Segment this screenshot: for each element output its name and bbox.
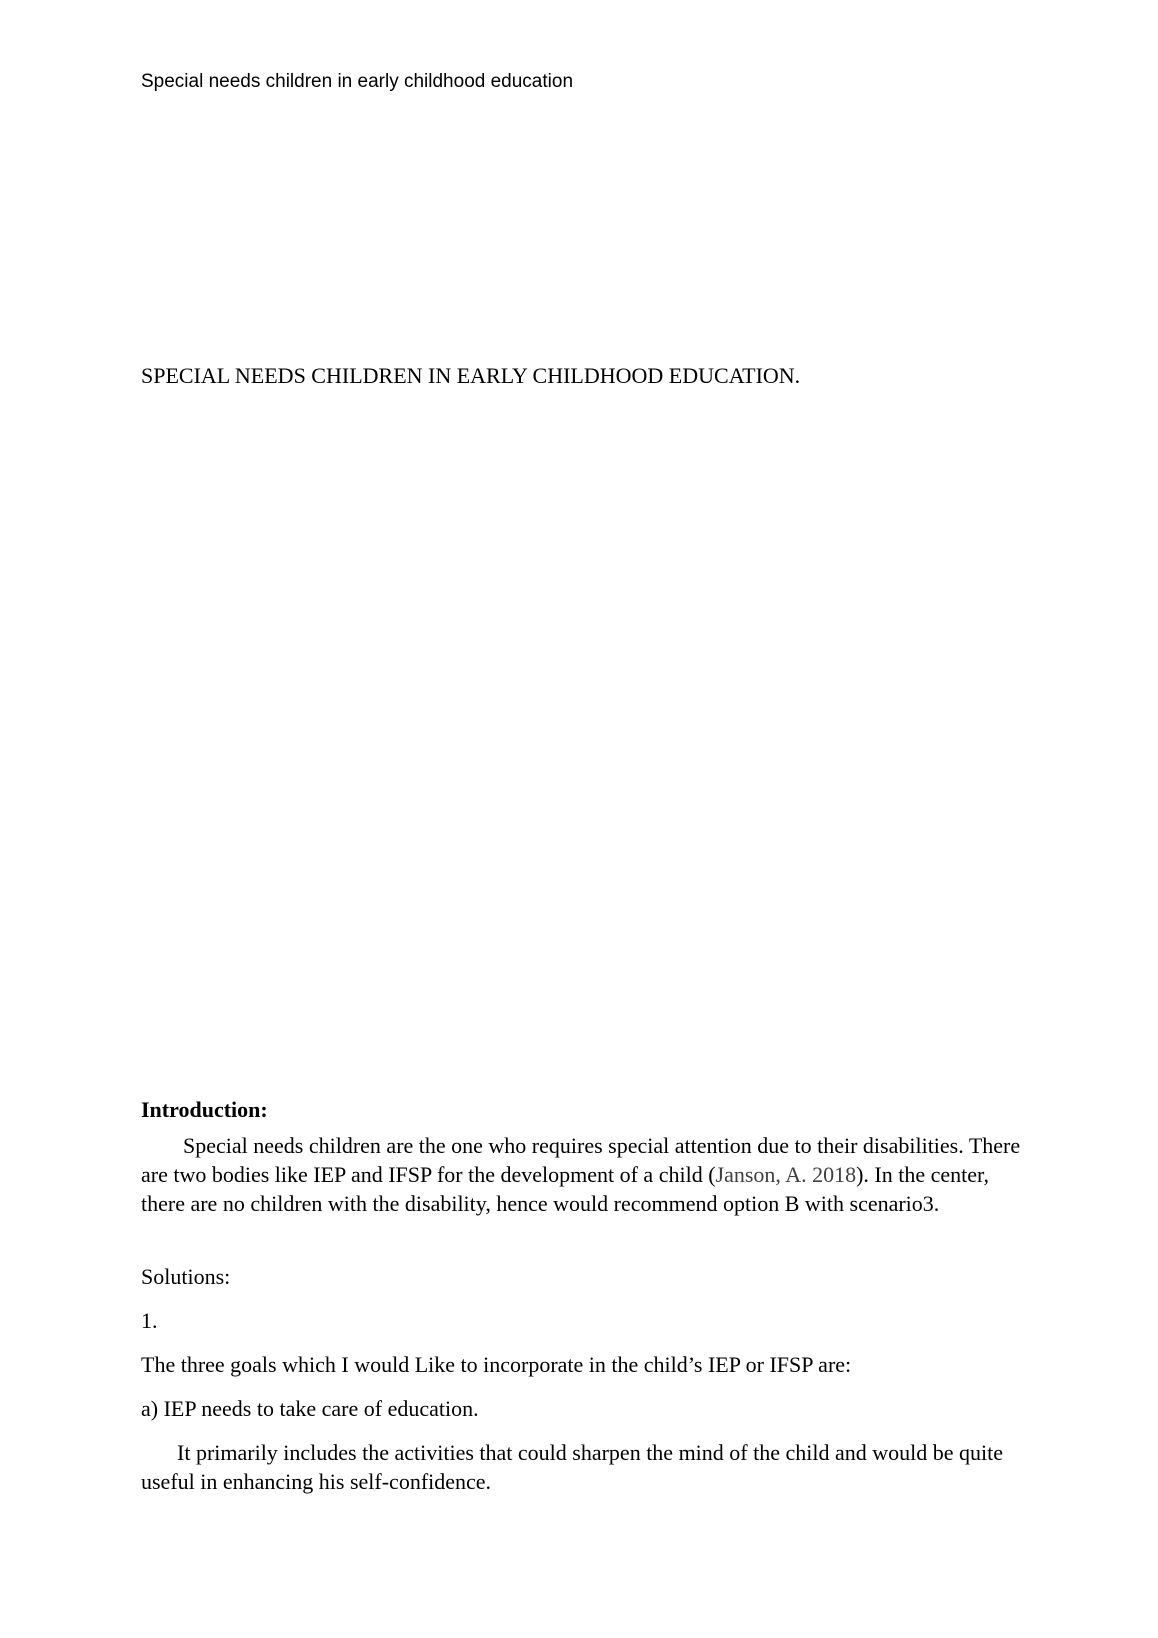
introduction-text-start: Special needs children are the one who requires special attention due to their disabilities. There are two bodies like IEP and IFSP for the development of a child ( [141, 1133, 1021, 1187]
running-header: Special needs children in early childhood education [141, 71, 574, 92]
item-number: 1. [141, 1308, 158, 1333]
solutions-label: Solutions: [141, 1264, 231, 1289]
introduction-heading: Introduction: [141, 1097, 268, 1122]
introduction-text-end: ). In the center, there are no children with the disability, hence would recommend option B with scenario3. [141, 1162, 989, 1216]
document-title: SPECIAL NEEDS CHILDREN IN EARLY CHILDHOOD EDUCATION. [141, 363, 801, 388]
introduction-paragraph [141, 1131, 1021, 1218]
goal-a: a) IEP needs to take care of education. [141, 1396, 479, 1421]
citation: Janson, A. 2018 [715, 1162, 857, 1187]
goal-a-detail-paragraph: It primarily includes the activities that could sharpen the mind of the child and would be quite useful in enhancing his self-confidence. [141, 1440, 1004, 1494]
goals-lead-sentence: The three goals which I would Like to incorporate in the child’s IEP or IFSP are: [141, 1352, 852, 1377]
